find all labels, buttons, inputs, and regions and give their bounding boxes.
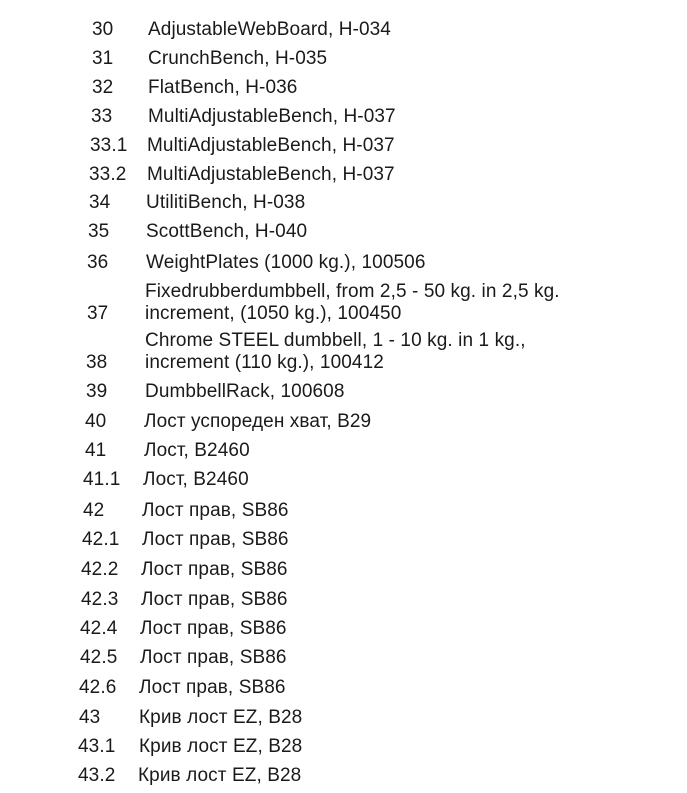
item-number: 42.4 [80, 618, 118, 639]
item-number: 41.1 [83, 469, 121, 490]
item-description: Крив лост EZ, B28 [139, 707, 303, 728]
item-number: 40 [85, 411, 107, 432]
item-description-line: increment, (1050 kg.), 100450 [145, 303, 402, 324]
item-description: Лост прав, SB86 [142, 500, 289, 521]
item-description [145, 281, 560, 325]
item-description: Лост прав, SB86 [140, 618, 287, 639]
item-description: Лост прав, SB86 [140, 647, 287, 668]
item-number: 32 [92, 77, 114, 98]
item-description: WeightPlates (1000 kg.), 100506 [146, 252, 426, 273]
item-number: 43.1 [78, 736, 116, 757]
item-description: AdjustableWebBoard, H-034 [148, 19, 391, 40]
item-description: Лост, B2460 [144, 440, 250, 461]
item-number: 42.1 [82, 529, 120, 550]
item-number: 36 [87, 252, 109, 273]
item-description: Лост прав, SB86 [141, 559, 288, 580]
item-description: Лост успореден хват, B29 [144, 411, 372, 432]
item-number: 33.2 [89, 164, 127, 185]
item-description: UtilitiBench, H-038 [146, 192, 306, 213]
item-description: CrunchBench, H-035 [148, 48, 328, 69]
item-description: MultiAdjustableBench, H-037 [148, 106, 396, 127]
item-number: 42.5 [80, 647, 118, 668]
item-number: 37 [87, 303, 109, 324]
item-description: ScottBench, H-040 [146, 221, 308, 242]
item-number: 34 [89, 192, 111, 213]
item-description: DumbbellRack, 100608 [145, 381, 345, 402]
item-number: 35 [88, 221, 110, 242]
item-number: 41 [85, 440, 107, 461]
item-description-line: Chrome STEEL dumbbell, 1 - 10 kg. in 1 kg., [145, 330, 526, 351]
item-description: Лост прав, SB86 [141, 589, 288, 610]
item-description: Лост, B2460 [143, 469, 249, 490]
item-number: 33.1 [90, 135, 128, 156]
item-description: Лост прав, SB86 [139, 677, 286, 698]
item-description [145, 330, 526, 374]
item-description: MultiAdjustableBench, H-037 [147, 164, 395, 185]
item-description-line: Fixedrubberdumbbell, from 2,5 - 50 kg. in 2,5 kg. [145, 281, 560, 302]
item-description: Крив лост EZ, B28 [139, 736, 303, 757]
item-description: Крив лост EZ, B28 [138, 765, 302, 786]
item-number: 33 [91, 106, 113, 127]
item-number: 30 [92, 19, 114, 40]
item-number: 42.6 [79, 677, 117, 698]
item-number: 43.2 [78, 765, 116, 786]
item-description: FlatBench, H-036 [148, 77, 298, 98]
item-description: MultiAdjustableBench, H-037 [147, 135, 395, 156]
item-number: 42.3 [81, 589, 119, 610]
item-number: 39 [86, 381, 108, 402]
item-description-line: increment (110 kg.), 100412 [145, 352, 384, 373]
item-description: Лост прав, SB86 [142, 529, 289, 550]
item-number: 38 [86, 352, 108, 373]
item-number: 42 [83, 500, 105, 521]
item-number: 31 [92, 48, 114, 69]
item-number: 43 [79, 707, 101, 728]
item-number: 42.2 [81, 559, 119, 580]
